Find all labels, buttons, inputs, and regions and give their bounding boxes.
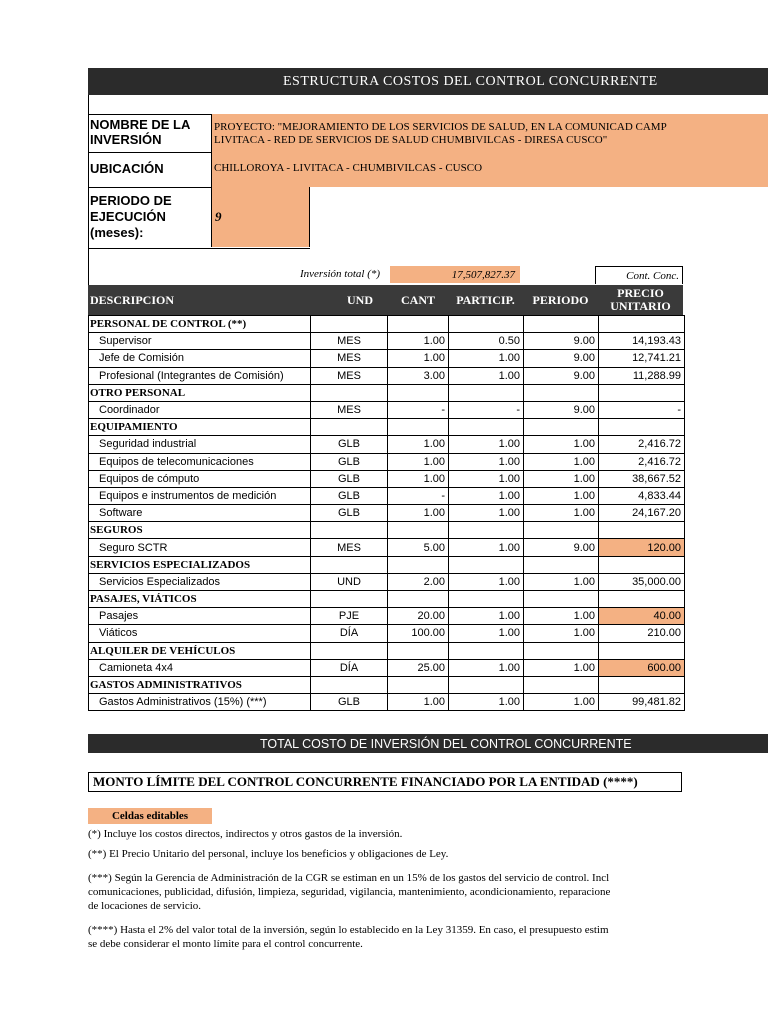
table-row <box>89 401 685 418</box>
row-unit-price <box>599 384 685 401</box>
row-unit-price: 24,167.20 <box>599 505 685 522</box>
sheet-title: ESTRUCTURA COSTOS DEL CONTROL CONCURRENTE <box>283 73 658 89</box>
row-participation: 1.00 <box>449 573 524 590</box>
monto-limite-box <box>88 772 682 792</box>
row-quantity <box>388 316 449 333</box>
table-row <box>89 350 685 367</box>
row-unit-price[interactable]: 40.00 <box>599 608 685 625</box>
row-unit-price: 210.00 <box>599 625 685 642</box>
row-unit-price: 11,288.99 <box>599 367 685 384</box>
row-description: SERVICIOS ESPECIALIZADOS <box>89 556 311 573</box>
table-row <box>89 333 685 350</box>
row-unit-price <box>599 556 685 573</box>
row-participation <box>449 591 524 608</box>
row-unit: MES <box>311 401 388 418</box>
nombre-value-line1: PROYECTO: "MEJORAMIENTO DE LOS SERVICIOS DE SALUD, EN LA COMUNICAD CAMP <box>214 121 667 133</box>
section-row <box>89 419 685 436</box>
row-quantity: 1.00 <box>388 333 449 350</box>
row-unit-price: 2,416.72 <box>599 453 685 470</box>
table-row <box>89 487 685 504</box>
row-description: Equipos e instrumentos de medición <box>89 487 311 504</box>
cost-table <box>88 315 685 711</box>
section-row <box>89 676 685 693</box>
row-unit-price: 12,741.21 <box>599 350 685 367</box>
periodo-label-1: PERIODO DE <box>90 193 172 208</box>
section-row <box>89 642 685 659</box>
row-participation <box>449 419 524 436</box>
row-unit-price: 14,193.43 <box>599 333 685 350</box>
row-quantity: - <box>388 401 449 418</box>
ubicacion-value-cell[interactable] <box>212 152 768 187</box>
row-participation: 1.00 <box>449 505 524 522</box>
row-participation: 1.00 <box>449 608 524 625</box>
row-period: 1.00 <box>524 694 599 711</box>
row-description: Coordinador <box>89 401 311 418</box>
section-row <box>89 556 685 573</box>
row-period <box>524 642 599 659</box>
row-quantity: 1.00 <box>388 505 449 522</box>
row-participation: - <box>449 401 524 418</box>
total-bar <box>88 734 768 753</box>
row-quantity: 1.00 <box>388 350 449 367</box>
section-row <box>89 522 685 539</box>
row-participation: 1.00 <box>449 694 524 711</box>
row-participation: 1.00 <box>449 436 524 453</box>
cost-table-body <box>89 316 685 711</box>
row-unit: GLB <box>311 453 388 470</box>
row-description: PASAJES, VIÁTICOS <box>89 591 311 608</box>
row-unit: MES <box>311 539 388 556</box>
row-participation: 1.00 <box>449 453 524 470</box>
row-unit: MES <box>311 367 388 384</box>
row-unit <box>311 642 388 659</box>
row-unit: PJE <box>311 608 388 625</box>
row-period: 1.00 <box>524 453 599 470</box>
section-row <box>89 384 685 401</box>
header-precio-unitario: PRECIO UNITARIO <box>610 286 671 313</box>
row-unit: DÍA <box>311 659 388 676</box>
row-description: EQUIPAMIENTO <box>89 419 311 436</box>
cont-conc-label: Cont. Conc. <box>595 266 683 284</box>
table-row <box>89 436 685 453</box>
table-row <box>89 470 685 487</box>
note-3-line-2: comunicaciones, publicidad, difusión, limpieza, seguridad, vigilancia, mantenimiento, acondicionamiento, reparacione <box>88 886 611 898</box>
row-unit: GLB <box>311 470 388 487</box>
row-description: Software <box>89 505 311 522</box>
row-unit: GLB <box>311 436 388 453</box>
row-quantity: 5.00 <box>388 539 449 556</box>
row-description: Profesional (Integrantes de Comisión) <box>89 367 311 384</box>
row-quantity <box>388 556 449 573</box>
row-description: Servicios Especializados <box>89 573 311 590</box>
note-1: (*) Incluye los costos directos, indirectos y otros gastos de la inversión. <box>88 828 403 840</box>
row-quantity: 25.00 <box>388 659 449 676</box>
row-participation: 1.00 <box>449 625 524 642</box>
row-unit-price <box>599 642 685 659</box>
row-unit <box>311 384 388 401</box>
row-quantity: 100.00 <box>388 625 449 642</box>
row-participation <box>449 556 524 573</box>
row-unit-price <box>599 591 685 608</box>
row-participation: 1.00 <box>449 470 524 487</box>
row-unit <box>311 419 388 436</box>
row-description: Jefe de Comisión <box>89 350 311 367</box>
row-description: Supervisor <box>89 333 311 350</box>
row-period <box>524 591 599 608</box>
note-3-line-3: de locaciones de servicio. <box>88 900 202 912</box>
row-unit-price <box>599 522 685 539</box>
note-3-line-1: (***) Según la Gerencia de Administración de la CGR se estiman en un 15% de los gastos del servicio de control. Incl <box>88 872 610 884</box>
row-period <box>524 384 599 401</box>
ubicacion-value: CHILLOROYA - LIVITACA - CHUMBIVILCAS - CUSCO <box>214 162 483 174</box>
row-unit: MES <box>311 350 388 367</box>
row-unit <box>311 316 388 333</box>
row-period <box>524 556 599 573</box>
table-row <box>89 694 685 711</box>
row-unit-price[interactable]: 120.00 <box>599 539 685 556</box>
row-participation <box>449 642 524 659</box>
row-unit-price: 99,481.82 <box>599 694 685 711</box>
section-row <box>89 316 685 333</box>
table-row <box>89 625 685 642</box>
row-quantity: 1.00 <box>388 470 449 487</box>
row-participation <box>449 676 524 693</box>
row-quantity: 2.00 <box>388 573 449 590</box>
header-und: UND <box>347 292 373 307</box>
row-period: 9.00 <box>524 333 599 350</box>
row-unit-price <box>599 419 685 436</box>
row-unit: GLB <box>311 487 388 504</box>
row-period: 1.00 <box>524 505 599 522</box>
row-period: 1.00 <box>524 573 599 590</box>
periodo-value: 9 <box>215 209 222 224</box>
row-description: Equipos de cómputo <box>89 470 311 487</box>
row-period <box>524 316 599 333</box>
row-description: ALQUILER DE VEHÍCULOS <box>89 642 311 659</box>
row-participation <box>449 522 524 539</box>
nombre-label: NOMBRE DE LA INVERSIÓN <box>90 117 190 147</box>
row-unit <box>311 591 388 608</box>
table-row <box>89 505 685 522</box>
row-period: 1.00 <box>524 659 599 676</box>
row-unit-price: - <box>599 401 685 418</box>
row-period: 9.00 <box>524 539 599 556</box>
row-description: Pasajes <box>89 608 311 625</box>
table-row <box>89 608 685 625</box>
row-period: 9.00 <box>524 367 599 384</box>
row-participation: 1.00 <box>449 350 524 367</box>
row-unit <box>311 522 388 539</box>
inversion-total-value[interactable]: 17,507,827.37 <box>390 266 520 283</box>
nombre-value-line2: LIVITACA - RED DE SERVICIOS DE SALUD CHUMBIVILCAS - DIRESA CUSCO" <box>214 134 608 146</box>
inversion-total-label: Inversión total (*) <box>300 268 381 280</box>
row-description: SEGUROS <box>89 522 311 539</box>
row-period: 1.00 <box>524 608 599 625</box>
row-participation <box>449 384 524 401</box>
row-quantity <box>388 591 449 608</box>
row-quantity: 3.00 <box>388 367 449 384</box>
row-description: OTRO PERSONAL <box>89 384 311 401</box>
row-period: 1.00 <box>524 487 599 504</box>
row-quantity <box>388 384 449 401</box>
row-description: Gastos Administrativos (15%) (***) <box>89 694 311 711</box>
row-unit-price: 4,833.44 <box>599 487 685 504</box>
table-row <box>89 573 685 590</box>
row-participation: 1.00 <box>449 367 524 384</box>
editable-cells-legend: Celdas editables <box>88 808 212 824</box>
header-descripcion: DESCRIPCION <box>90 292 175 307</box>
row-quantity <box>388 419 449 436</box>
row-period <box>524 522 599 539</box>
row-quantity: 20.00 <box>388 608 449 625</box>
table-row <box>89 539 685 556</box>
header-periodo: PERIODO <box>532 292 589 307</box>
row-quantity: 1.00 <box>388 453 449 470</box>
row-description: PERSONAL DE CONTROL (**) <box>89 316 311 333</box>
row-period: 1.00 <box>524 625 599 642</box>
row-participation: 1.00 <box>449 487 524 504</box>
row-unit-price[interactable]: 600.00 <box>599 659 685 676</box>
row-period: 9.00 <box>524 350 599 367</box>
table-row <box>89 367 685 384</box>
row-quantity <box>388 676 449 693</box>
row-unit <box>311 676 388 693</box>
row-quantity <box>388 642 449 659</box>
row-unit-price: 2,416.72 <box>599 436 685 453</box>
row-quantity <box>388 522 449 539</box>
periodo-label-2: EJECUCIÓN <box>90 209 166 224</box>
row-participation: 1.00 <box>449 659 524 676</box>
monto-limite-label: MONTO LÍMITE DEL CONTROL CONCURRENTE FINANCIADO POR LA ENTIDAD (****) <box>93 774 638 789</box>
note-4-line-1: (****) Hasta el 2% del valor total de la inversión, según lo establecido en la Ley 31359. En caso, el presupuesto estim <box>88 924 609 936</box>
row-participation <box>449 316 524 333</box>
row-unit-price <box>599 316 685 333</box>
periodo-label-cell <box>88 187 212 247</box>
ubicacion-label-cell <box>88 152 212 187</box>
row-period <box>524 419 599 436</box>
header-cant: CANT <box>400 292 435 307</box>
row-unit-price <box>599 676 685 693</box>
row-unit: UND <box>311 573 388 590</box>
periodo-value-cell[interactable] <box>212 187 310 247</box>
row-period: 9.00 <box>524 401 599 418</box>
row-unit: MES <box>311 333 388 350</box>
row-unit: GLB <box>311 694 388 711</box>
row-period: 1.00 <box>524 470 599 487</box>
table-header <box>88 285 683 315</box>
row-period: 1.00 <box>524 436 599 453</box>
total-label: TOTAL COSTO DE INVERSIÓN DEL CONTROL CONCURRENTE <box>260 736 632 751</box>
row-quantity: 1.00 <box>388 436 449 453</box>
row-description: Camioneta 4x4 <box>89 659 311 676</box>
table-row <box>89 659 685 676</box>
section-row <box>89 591 685 608</box>
row-participation: 0.50 <box>449 333 524 350</box>
note-2: (**) El Precio Unitario del personal, incluye los beneficios y obligaciones de Ley. <box>88 848 449 860</box>
table-row <box>89 453 685 470</box>
header-particip: PARTICIP. <box>456 292 515 307</box>
row-unit-price: 38,667.52 <box>599 470 685 487</box>
row-period <box>524 676 599 693</box>
row-description: GASTOS ADMINISTRATIVOS <box>89 676 311 693</box>
row-quantity: - <box>388 487 449 504</box>
nombre-label-cell <box>88 114 212 152</box>
row-unit: DÍA <box>311 625 388 642</box>
row-description: Seguridad industrial <box>89 436 311 453</box>
row-description: Equipos de telecomunicaciones <box>89 453 311 470</box>
row-description: Viáticos <box>89 625 311 642</box>
row-unit <box>311 556 388 573</box>
periodo-label-3: (meses): <box>90 225 144 240</box>
nombre-value-cell[interactable] <box>212 114 768 152</box>
row-participation: 1.00 <box>449 539 524 556</box>
row-description: Seguro SCTR <box>89 539 311 556</box>
note-4-line-2: se debe considerar el monto límite para el control concurrente. <box>88 938 363 950</box>
sheet-title-bar <box>88 68 768 95</box>
row-unit: GLB <box>311 505 388 522</box>
row-unit-price: 35,000.00 <box>599 573 685 590</box>
row-quantity: 1.00 <box>388 694 449 711</box>
ubicacion-label: UBICACIÓN <box>90 161 164 176</box>
